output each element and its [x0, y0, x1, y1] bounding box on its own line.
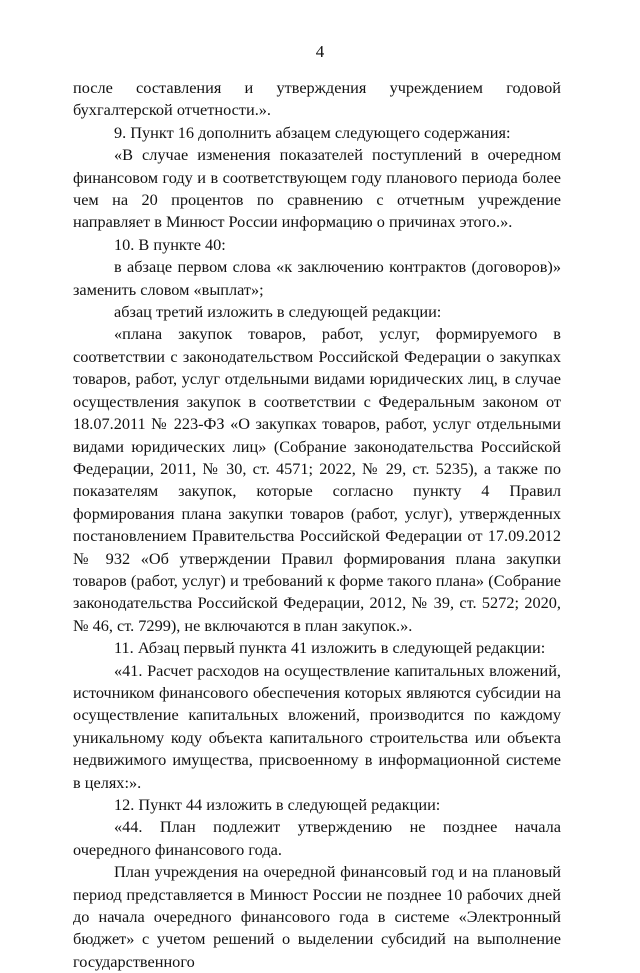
paragraph-quote-44: «44. План подлежит утверждению не позднее начала очередного финансового года.	[73, 817, 561, 859]
paragraph-item-12: 12. Пункт 44 изложить в следующей редакции:	[114, 795, 441, 814]
paragraph-item-10: 10. В пункте 40:	[114, 234, 226, 254]
document-body	[73, 77, 561, 973]
paragraph-abzac-3: абзац третий изложить в следующей редакции:	[114, 302, 442, 322]
page-number: 4	[315, 42, 325, 61]
paragraph-plan: План учреждения на очередной финансовый год и на плановый период представляется в Минюст России не позднее 10 рабочих дней до начала очередного финансового года в системе «Электронный бюджет» с учетом решений о выделении субсидий на выполнение государственного	[73, 862, 561, 971]
paragraph-continuation: после составления и утверждения учреждением годовой бухгалтерской отчетности.».	[73, 78, 561, 120]
paragraph-item-9: 9. Пункт 16 дополнить абзацем следующего содержания:	[114, 122, 511, 142]
paragraph-item-11: 11. Абзац первый пункта 41 изложить в следующей редакции:	[114, 638, 546, 658]
paragraph-quote-40: «плана закупок товаров, работ, услуг, формируемого в соответствии с законодательством Российской Федерации о закупках товаров, работ, услуг отдельными видами юридических лиц, в случае осуществления закупок в соответствии с Федеральным законом от 18.07.2011 № 223-ФЗ «О закупках товаров, работ, услуг отдельными видами юридических лиц» (Собрание законодательства Российской Федерации, 2011, № 30, ст. 4571; 2022, № 29, ст. 5235), а также по показателям закупок, которые согласно пункту 4 Правил формирования плана закупки товаров (работ, услуг), утвержденных постановлением Правительства Российской Федерации от 17.09.2012 № 932 «Об утверждении Правил формирования плана закупки товаров (работ, услуг) и требований к форме такого плана» (Собрание законодательства Российской Федерации, 2012, № 39, ст. 5272; 2020, № 46, ст. 7299), не включаются в план закупок.».	[73, 324, 561, 635]
paragraph-quote-16: «В случае изменения показателей поступлений в очередном финансовом году и в соответствующем году планового периода более чем на 20 процентов по сравнению с отчетным учреждение направляет в Минюст России информацию о причинах этого.».	[73, 145, 561, 232]
paragraph-abzac-1: в абзаце первом слова «к заключению контрактов (договоров)» заменить словом «выплат»;	[73, 257, 561, 299]
paragraph-quote-41: «41. Расчет расходов на осуществление капитальных вложений, источником финансового обеспечения которых являются субсидии на осуществление капитальных вложений, производится по каждому уникальному коду объекта капитального строительства или объекта недвижимого имущества, присвоенному в информационной системе в целях:».	[73, 660, 561, 792]
